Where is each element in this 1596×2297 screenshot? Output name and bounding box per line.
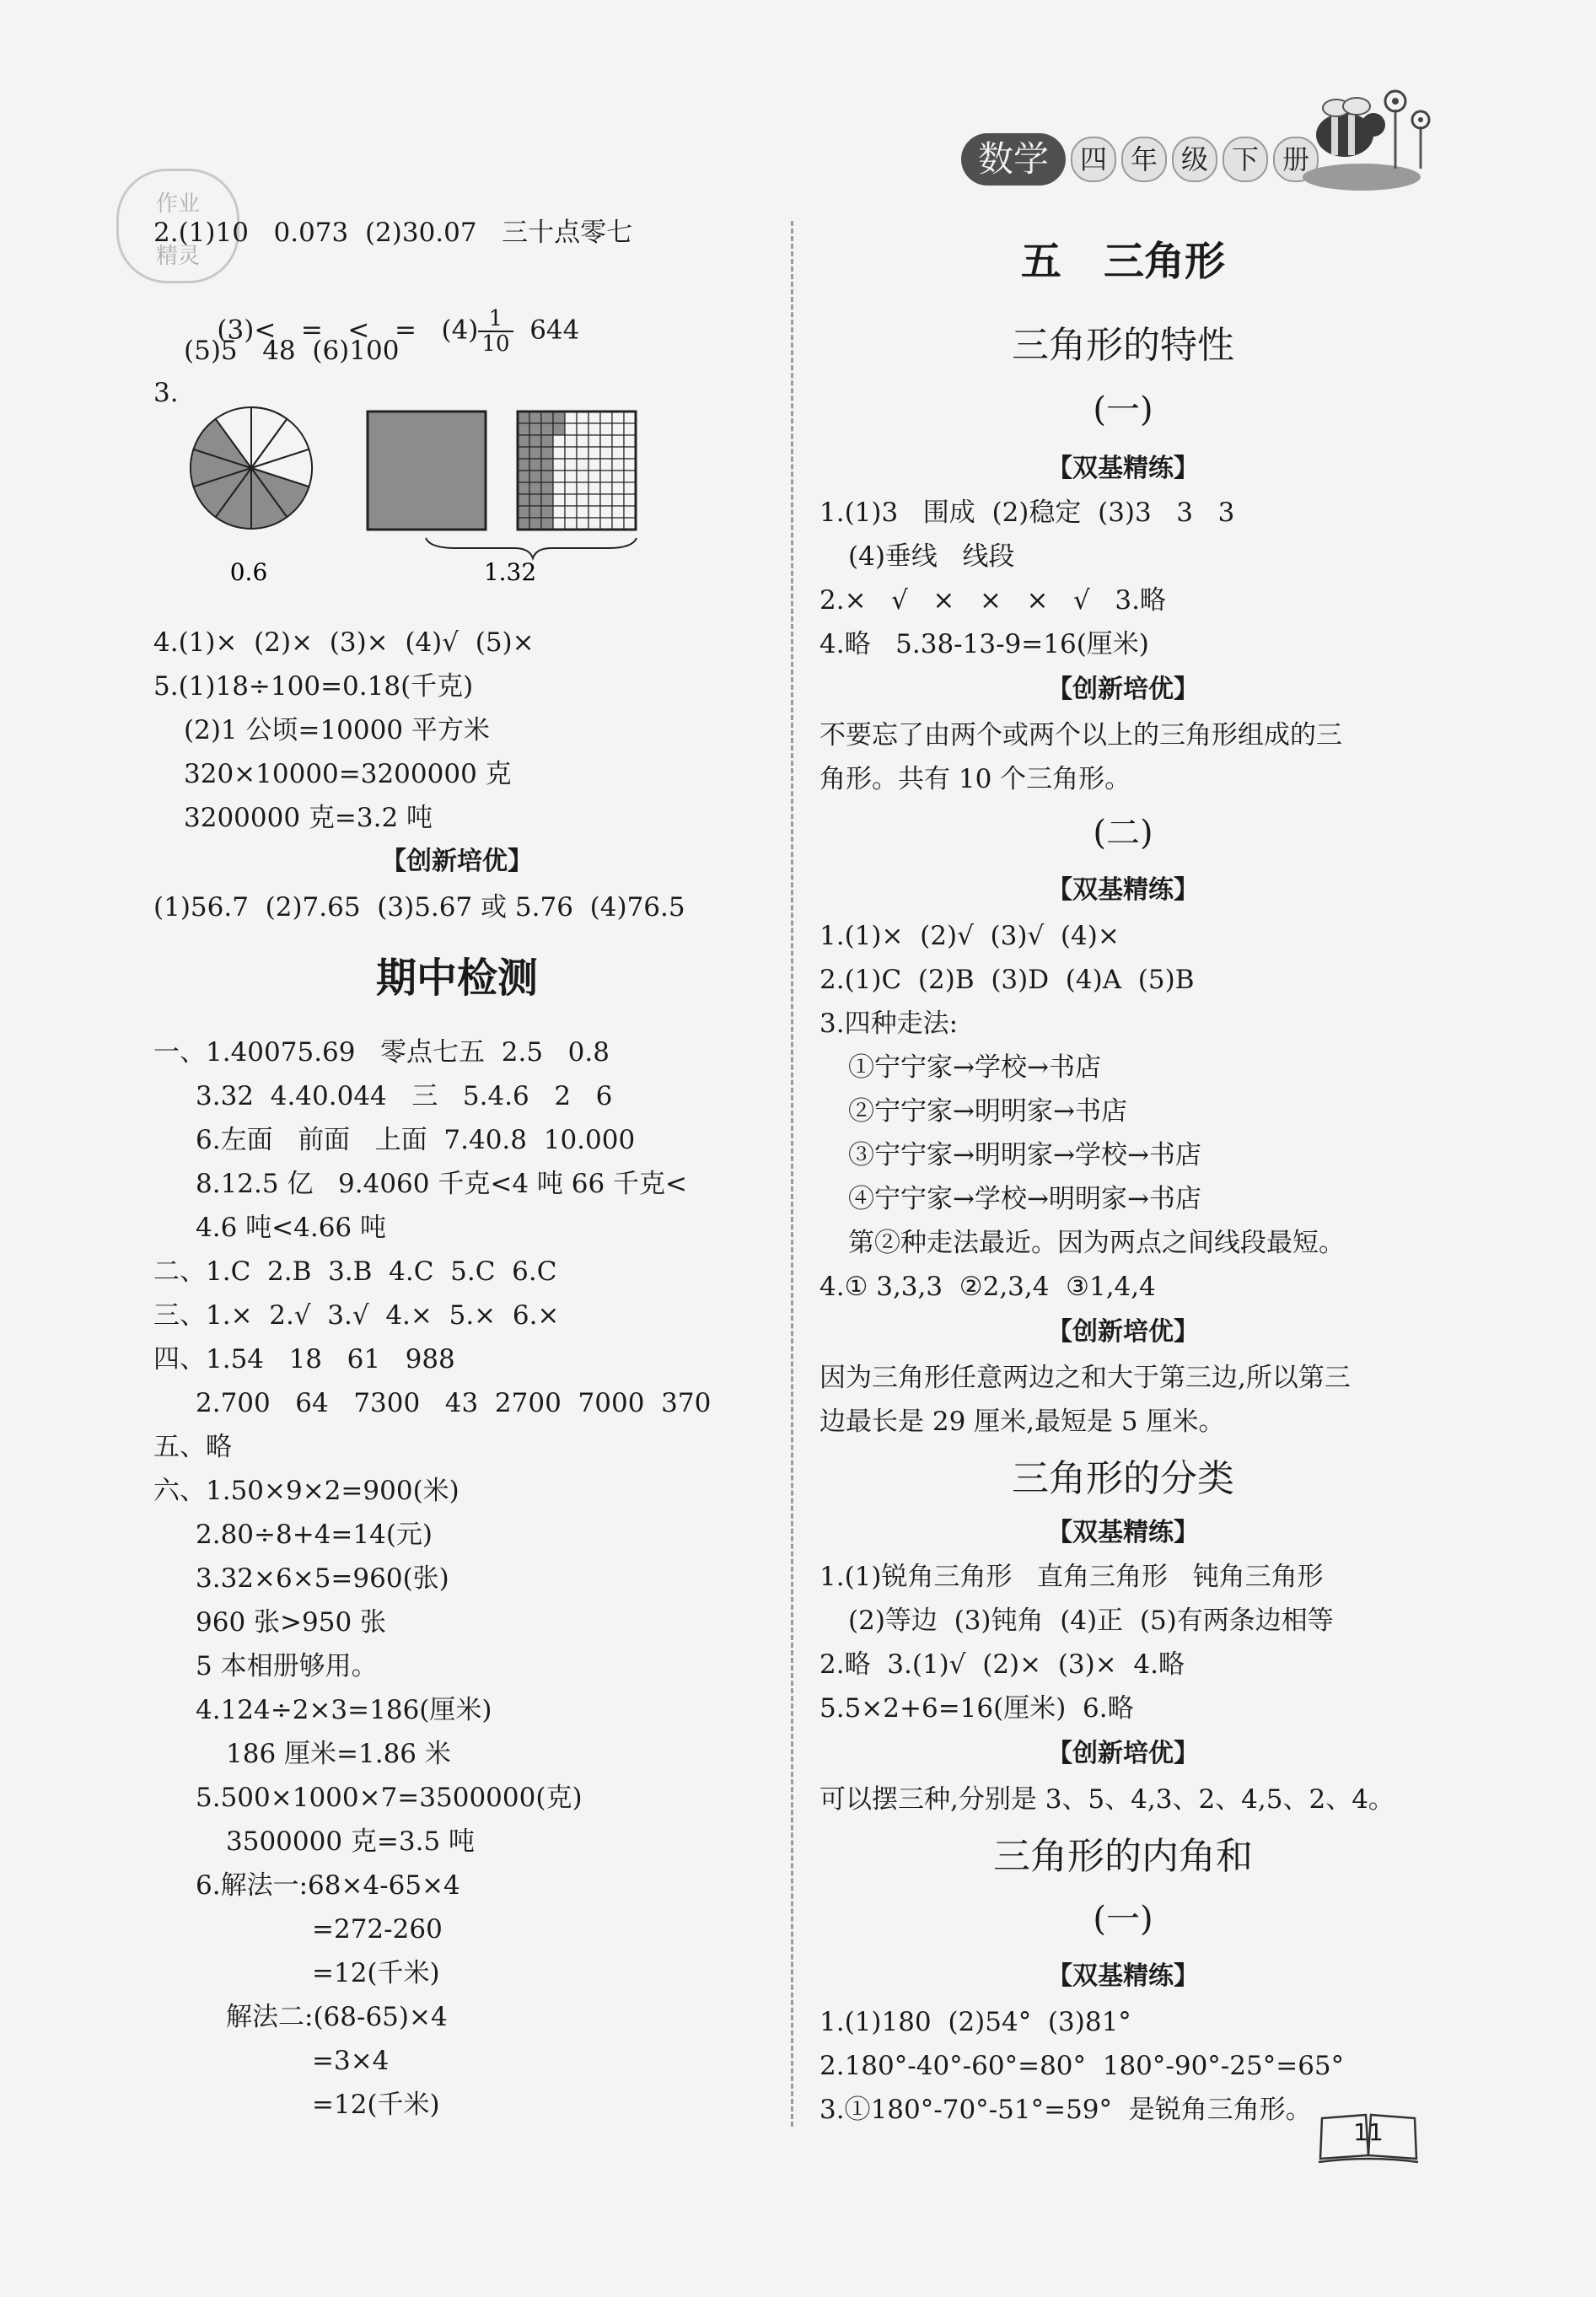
- answer-line: 角形。共有 10 个三角形。: [819, 764, 1131, 794]
- grid-cell: [529, 412, 541, 423]
- answer-line: ②宁宁家→明明家→书店: [848, 1096, 1127, 1127]
- section-tag: 【创新培优】: [1047, 1317, 1199, 1347]
- section-tag: 【创新培优】: [381, 847, 533, 876]
- grid-cell: [518, 412, 529, 423]
- grid-cell: [565, 459, 577, 471]
- answer-line: 边最长是 29 厘米,最短是 5 厘米。: [819, 1407, 1225, 1437]
- grid-cell: [600, 412, 612, 423]
- grid-cell: [624, 482, 636, 494]
- grid-cell: [529, 459, 541, 471]
- grid-cell: [624, 435, 636, 447]
- answer-line: 第②种走法最近。因为两点之间线段最短。: [848, 1228, 1345, 1258]
- grid-cell: [553, 435, 565, 447]
- answer-line: 5.5×2+6=16(厘米) 6.略: [819, 1693, 1134, 1724]
- grade-label: [1071, 137, 1319, 184]
- grid-cell: [529, 482, 541, 494]
- grid-cell: [565, 482, 577, 494]
- grid-cell: [518, 435, 529, 447]
- grid-cell: [577, 518, 588, 530]
- grid-cell: [529, 447, 541, 459]
- grid-cell: [600, 459, 612, 471]
- grid-cell: [588, 447, 600, 459]
- grid-cell: [529, 506, 541, 518]
- answer-line: (4)垂线 线段: [848, 541, 1015, 572]
- answer-line: 一、1.40075.69 零点七五 2.5 0.8: [153, 1037, 610, 1068]
- grid-cell: [577, 447, 588, 459]
- answer-line: 2.× √ × × × √ 3.略: [819, 585, 1166, 616]
- answer-line: 可以摆三种,分别是 3、5、4,3、2、4,5、2、4。: [819, 1784, 1394, 1815]
- grid-cell: [588, 518, 600, 530]
- grid-cell: [541, 494, 553, 506]
- grid-cell: [612, 412, 624, 423]
- answer-line: 5 本相册够用。: [196, 1651, 378, 1681]
- answer-line: =12(千米): [312, 1958, 440, 1988]
- section-tag: 【双基精练】: [1047, 875, 1199, 905]
- answer-line: 2.略 3.(1)√ (2)× (3)× 4.略: [819, 1649, 1185, 1680]
- section-title: 三角形的内角和: [993, 1835, 1253, 1878]
- grid-cell: [577, 435, 588, 447]
- answer-line: =12(千米): [312, 2090, 440, 2120]
- grid-cell: [612, 494, 624, 506]
- answer-line: ③宁宁家→明明家→学校→书店: [848, 1140, 1201, 1170]
- figure-label-b: 1.32: [483, 558, 537, 586]
- grid-cell: [600, 447, 612, 459]
- answer-line: 3500000 克=3.5 吨: [226, 1826, 476, 1857]
- grid-cell: [612, 435, 624, 447]
- grid-cell: [624, 423, 636, 435]
- grid-cell: [577, 471, 588, 482]
- grid-cell: [518, 423, 529, 435]
- grid-cell: [541, 412, 553, 423]
- answer-line: (5)5 48 (6)100: [184, 336, 400, 366]
- grid-cell: [553, 447, 565, 459]
- answer-line: 3.32×6×5=960(张): [196, 1563, 449, 1594]
- answer-line: 2.(1)C (2)B (3)D (4)A (5)B: [819, 965, 1195, 995]
- grid-cell: [588, 482, 600, 494]
- subject-badge: 数学: [961, 133, 1066, 186]
- grid-cell: [541, 435, 553, 447]
- section-tag: 【创新培优】: [1047, 675, 1199, 704]
- section-tag: 【双基精练】: [1047, 1961, 1199, 1991]
- grid-cell: [529, 494, 541, 506]
- section-tag: 【创新培优】: [1047, 1739, 1199, 1768]
- answer-line: 4.(1)× (2)× (3)× (4)√ (5)×: [153, 627, 535, 658]
- answer-line: (2)等边 (3)钝角 (4)正 (5)有两条边相等: [848, 1606, 1334, 1636]
- decimal-figure: [177, 396, 683, 590]
- full-square: [368, 412, 486, 530]
- grid-cell: [541, 506, 553, 518]
- answer-line: 1.(1)180 (2)54° (3)81°: [819, 2007, 1131, 2037]
- answer-line: 5.500×1000×7=3500000(克): [196, 1783, 583, 1813]
- answer-line: 320×10000=3200000 克: [184, 759, 512, 789]
- part-title: (一): [1093, 1900, 1153, 1939]
- question-number: 3.: [153, 378, 179, 408]
- bee-flower-icon: [1303, 76, 1437, 194]
- grid-cell: [588, 412, 600, 423]
- answer-line: 6.左面 前面 上面 7.40.8 10.000: [196, 1125, 636, 1155]
- grade-char: 下: [1223, 137, 1268, 182]
- grid-cell: [577, 423, 588, 435]
- answer-line: 2.700 64 7300 43 2700 7000 370: [196, 1388, 712, 1418]
- grade-char: 四: [1071, 137, 1116, 182]
- answer-line: 3.四种走法:: [819, 1009, 959, 1039]
- grid-cell: [518, 459, 529, 471]
- grid-cell: [541, 447, 553, 459]
- section-title: 三角形的分类: [1012, 1457, 1234, 1500]
- part-title: (一): [1093, 390, 1153, 429]
- grid-cell: [553, 494, 565, 506]
- grid-cell: [612, 447, 624, 459]
- grid-cell: [565, 506, 577, 518]
- grid-cell: [600, 471, 612, 482]
- answer-line: 三、1.× 2.√ 3.√ 4.× 5.× 6.×: [153, 1300, 560, 1331]
- grid-cell: [600, 494, 612, 506]
- grid-cell: [553, 412, 565, 423]
- grid-cell: [565, 518, 577, 530]
- grid-cell: [518, 447, 529, 459]
- page-number-text: 11: [1353, 2118, 1384, 2146]
- section-tag: 【双基精练】: [1047, 454, 1199, 483]
- grid-cell: [529, 471, 541, 482]
- page-number: [1317, 2106, 1420, 2167]
- grade-char: 级: [1172, 137, 1217, 182]
- grid-cell: [518, 506, 529, 518]
- grid-cell: [624, 459, 636, 471]
- grid-cell: [588, 423, 600, 435]
- grid-cell: [577, 412, 588, 423]
- answer-line: 不要忘了由两个或两个以上的三角形组成的三: [819, 720, 1342, 750]
- chapter-title: 五 三角形: [1020, 238, 1226, 285]
- grid-cell: [577, 482, 588, 494]
- grid-cell: [529, 518, 541, 530]
- grid-cell: [624, 518, 636, 530]
- section-title: 三角形的特性: [1012, 324, 1234, 367]
- grid-square: [518, 412, 636, 530]
- grid-cell: [612, 482, 624, 494]
- answer-line: ④宁宁家→学校→明明家→书店: [848, 1184, 1201, 1214]
- figure-label-a: 0.6: [229, 558, 268, 586]
- stamp-text: 精灵: [155, 244, 200, 269]
- grid-cell: [577, 494, 588, 506]
- answer-line: 五、略: [153, 1432, 232, 1462]
- section-title: 期中检测: [375, 955, 538, 1002]
- fraction: [478, 307, 513, 356]
- answer-line: 4.124÷2×3=186(厘米): [196, 1695, 492, 1725]
- grid-cell: [600, 423, 612, 435]
- grid-cell: [588, 459, 600, 471]
- grade-char: 年: [1121, 137, 1167, 182]
- answer-line: 四、1.54 18 61 988: [153, 1344, 455, 1374]
- grid-cell: [624, 471, 636, 482]
- grid-cell: [588, 471, 600, 482]
- grid-cell: [577, 506, 588, 518]
- grid-cell: [624, 412, 636, 423]
- answer-line: 1.(1)锐角三角形 直角三角形 钝角三角形: [819, 1562, 1324, 1592]
- answer-line: (2)1 公顷=10000 平方米: [184, 715, 490, 745]
- grid-cell: [541, 471, 553, 482]
- grid-cell: [553, 482, 565, 494]
- grid-cell: [541, 482, 553, 494]
- answer-line: 3.32 4.40.044 三 5.4.6 2 6: [196, 1081, 613, 1111]
- grid-cell: [529, 435, 541, 447]
- grid-cell: [600, 518, 612, 530]
- fraction-numerator: 1: [478, 307, 513, 332]
- grid-cell: [565, 494, 577, 506]
- grid-cell: [541, 518, 553, 530]
- grid-cell: [612, 506, 624, 518]
- answer-line: 2.(1)10 0.073 (2)30.07 三十点零七: [153, 218, 633, 248]
- answer-line: 因为三角形任意两边之和大于第三边,所以第三: [819, 1363, 1351, 1393]
- grid-cell: [600, 506, 612, 518]
- answer-line: 960 张>950 张: [196, 1607, 387, 1638]
- fraction-denominator: 10: [481, 331, 510, 357]
- grid-cell: [518, 518, 529, 530]
- answer-line: 8.12.5 亿 9.4060 千克<4 吨 66 千克<: [196, 1169, 688, 1199]
- grid-cell: [612, 518, 624, 530]
- grid-cell: [612, 471, 624, 482]
- grid-cell: [600, 435, 612, 447]
- grid-cell: [588, 435, 600, 447]
- grid-cell: [624, 494, 636, 506]
- grid-cell: [600, 482, 612, 494]
- grade-char: 册: [1273, 137, 1319, 182]
- grid-cell: [553, 506, 565, 518]
- grid-cell: [553, 459, 565, 471]
- answer-line: 6.解法一:68×4-65×4: [196, 1870, 460, 1901]
- grid-cell: [624, 447, 636, 459]
- answer-line: 1.(1)× (2)√ (3)√ (4)×: [819, 921, 1120, 951]
- grid-cell: [518, 471, 529, 482]
- grid-cell: [518, 482, 529, 494]
- answer-line: 186 厘米=1.86 米: [226, 1739, 451, 1769]
- answer-line: 3200000 克=3.2 吨: [184, 803, 433, 833]
- grid-cell: [518, 494, 529, 506]
- stamp-text: 作业: [155, 191, 200, 217]
- answer-line: 2.180°-40°-60°=80° 180°-90°-25°=65°: [819, 2051, 1345, 2081]
- answer-line: 1.(1)3 围成 (2)稳定 (3)3 3 3: [819, 498, 1235, 528]
- grid-cell: [565, 423, 577, 435]
- section-tag: 【双基精练】: [1047, 1518, 1199, 1547]
- answer-line: 2.80÷8+4=14(元): [196, 1520, 433, 1550]
- answer-line: =272-260: [312, 1914, 443, 1945]
- grid-cell: [541, 423, 553, 435]
- grid-cell: [553, 423, 565, 435]
- part-title: (二): [1093, 814, 1153, 853]
- answer-line: 3.①180°-70°-51°=59° 是锐角三角形。: [819, 2095, 1312, 2125]
- grid-cell: [529, 423, 541, 435]
- answer-line: (1)56.7 (2)7.65 (3)5.67 或 5.76 (4)76.5: [153, 892, 685, 923]
- brace-icon: [426, 538, 637, 558]
- grid-cell: [553, 518, 565, 530]
- answer-text: 644: [513, 315, 580, 346]
- grid-cell: [541, 459, 553, 471]
- answer-line: 4.6 吨<4.66 吨: [196, 1213, 387, 1243]
- answer-line: 六、1.50×9×2=900(米): [153, 1476, 459, 1506]
- grid-cell: [624, 506, 636, 518]
- grid-cell: [588, 506, 600, 518]
- grid-cell: [565, 471, 577, 482]
- answer-line: ①宁宁家→学校→书店: [848, 1052, 1101, 1083]
- answer-line: 5.(1)18÷100=0.18(千克): [153, 671, 474, 702]
- answer-line: 4.① 3,3,3 ②2,3,4 ③1,4,4: [819, 1272, 1156, 1302]
- grid-cell: [565, 412, 577, 423]
- answer-line: 4.略 5.38-13-9=16(厘米): [819, 629, 1149, 659]
- grid-cell: [588, 494, 600, 506]
- grid-cell: [565, 435, 577, 447]
- grid-cell: [612, 459, 624, 471]
- answer-line: 解法二:(68-65)×4: [226, 2002, 448, 2032]
- grid-cell: [553, 471, 565, 482]
- pie-figure: [191, 407, 312, 529]
- grid-cell: [577, 459, 588, 471]
- answer-line: [184, 273, 579, 390]
- grid-cell: [565, 447, 577, 459]
- column-divider: [791, 221, 793, 2127]
- answer-line: 二、1.C 2.B 3.B 4.C 5.C 6.C: [153, 1256, 557, 1287]
- answer-text: (3)< = < = (4): [217, 315, 479, 346]
- answer-line: =3×4: [312, 2046, 390, 2076]
- grid-cell: [612, 423, 624, 435]
